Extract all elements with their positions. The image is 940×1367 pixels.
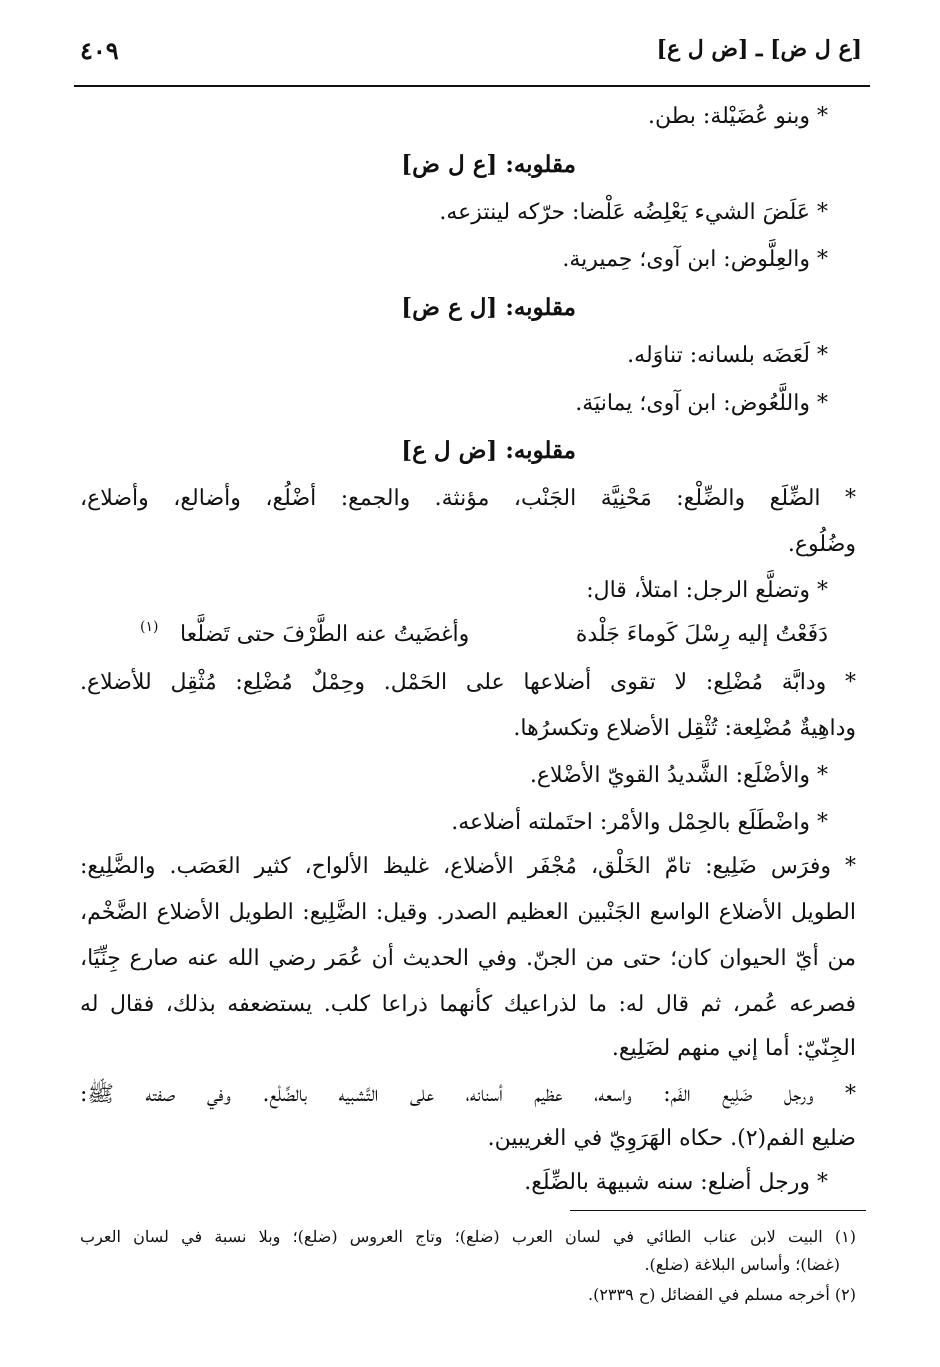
entry-line: ضليع الفم(٢). حكاه الهَرَوِيّ في الغريبين. xyxy=(487,1126,856,1151)
entry-line: وضُلُوع. xyxy=(787,532,856,557)
footnote-marker: (١) xyxy=(140,619,159,635)
entry-line: * ورجل أضلع: سنه شبيهة بالضِّلَع. xyxy=(524,1170,828,1195)
verse-hemistich-right: دَفَعْتُ إليه رِسْلَ كَوماءَ جَلْدة xyxy=(575,622,828,647)
entry-line: * ورجل ضَلِيع الفَم: واسعه، عظيم أسنانه، على التَّشبيه بالضِّلْع. وفي صفته ﷺ: xyxy=(80,1082,856,1107)
footnote-line: (٢) أخرجه مسلم في الفضائل (ح ٢٣٣٩). xyxy=(587,1285,856,1304)
entry-line: فصرعه عُمر، ثم قال له: ما لذراعيك كأنهما ذراعا كلب. يستضعفه بذلك، فقال له xyxy=(80,992,856,1017)
entry-line: * واللَّعُوض: ابن آوى؛ يمانيَة. xyxy=(575,391,828,416)
entry-line: * عَلَضَ الشيء يَعْلِضُه عَلْضا: حرّكه لينتزعه. xyxy=(439,200,828,225)
entry-line: * ودابَّة مُضْلِع: لا تقوى أضلاعها على الحَمْل. وحِمْلٌ مُضْلِع: مُثْقِل للأضلاع. xyxy=(80,670,856,695)
section-heading: مقلوبه: [ع ل ض] xyxy=(401,151,576,178)
entry-line: * الضِّلَع والضِّلْع: مَحْنِيَّة الجَنْب، مؤنثة. والجمع: أضْلُع، وأضالع، وأضلاع، xyxy=(80,486,856,511)
entry-line: * والأضْلَع: الشَّديدُ القويّ الأضْلاع. xyxy=(529,763,828,788)
entry-line: * وبنو عُضَيْلة: بطن. xyxy=(648,104,828,129)
footnote-line: (١) البيت لابن عناب الطائي في لسان العرب (ضلع)؛ وتاج العروس (ضلع)؛ وبلا نسبة في لسان العرب xyxy=(80,1227,856,1246)
entry-line: وداهِيةٌ مُضْلِعة: تُثْقِل الأضلاع وتكسرُها. xyxy=(513,716,856,741)
section-heading: مقلوبه: [ض ل ع] xyxy=(401,437,576,464)
entry-line: الجِنّيّ: أما إني منهم لضَلِيع. xyxy=(611,1036,856,1061)
footnote-rule xyxy=(570,1210,866,1211)
section-heading: مقلوبه: [ل ع ض] xyxy=(401,294,576,321)
entry-line: * واضْطَلَع بالحِمْل والأمْر: احتَملته أضلاعه. xyxy=(451,810,828,835)
entry-line: الطويل الأضلاع الواسع الجَنْبين العظيم الصدر. وقيل: الضَّلِيع: الطويل الأضلاع الضَّخْم، xyxy=(80,900,856,925)
entry-line: * وتضلَّع الرجل: امتلأ، قال: xyxy=(586,578,828,603)
entry-line: * والعِلَّوض: ابن آوى؛ حِميرية. xyxy=(562,247,828,272)
entry-line: من أيّ الحيوان كان؛ حتى من الجنّ. وفي الحديث أن عُمَر رضي الله عنه صارع جِنِّيًا، xyxy=(80,946,856,971)
header-rule xyxy=(74,85,870,87)
running-head: [ع ل ض] ـ [ض ل ع] xyxy=(656,36,862,62)
page-number: ٤٠٩ xyxy=(80,36,119,65)
entry-line: * لَعَضَه بلسانه: تناوَله. xyxy=(627,343,828,368)
footnote-line: (غضا)؛ وأساس البلاغة (ضلع). xyxy=(644,1255,840,1274)
entry-line: * وفرَس ضَلِيع: تامّ الخَلْق، مُجْفَر الأضلاع، غليظ الألواح، كثير العَصَب. والضَّلِيع: xyxy=(80,854,856,879)
verse-hemistich-left: وأغضَيتُ عنه الطَّرْفَ حتى تَضلَّعا xyxy=(180,622,470,647)
